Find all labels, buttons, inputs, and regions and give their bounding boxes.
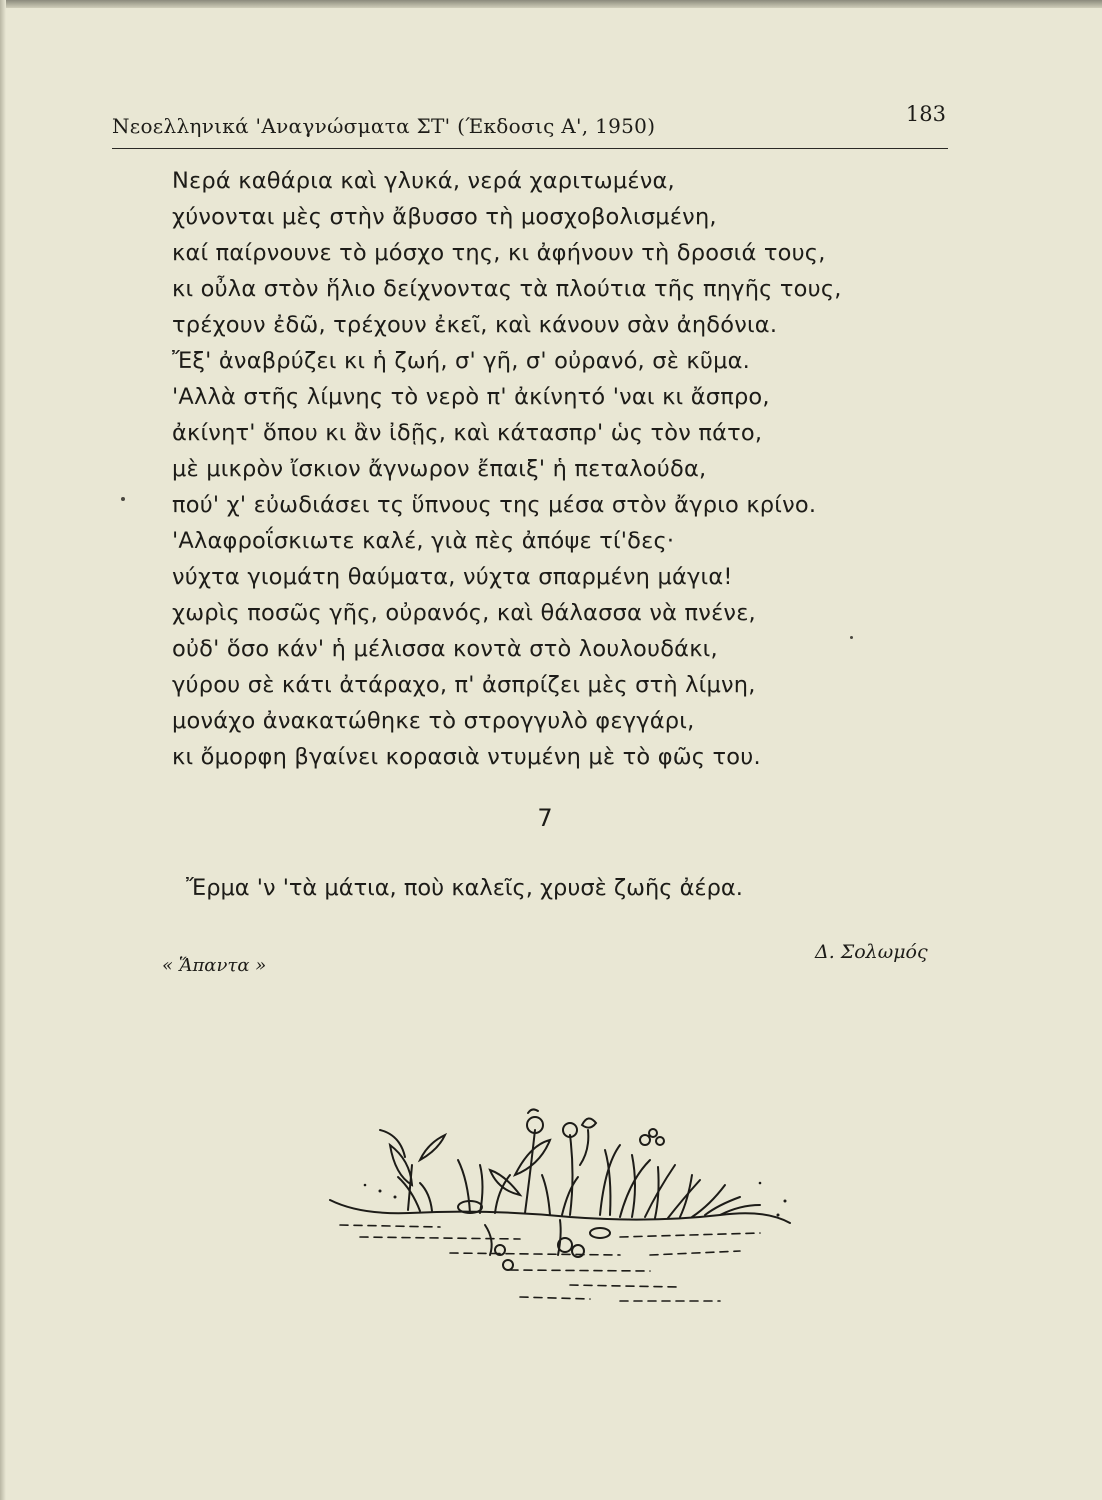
poem-line: πού' χ' εὐωδιάσει τς ὕπνους της μέσα στὸν ἄγριο κρίνο. (172, 492, 817, 518)
poem-line: καί παίρνουνε τὸ μόσχο της, κι ἀφήνουν τὴ δροσιά τους, (172, 240, 826, 266)
poem-line: χύνονται μὲς στὴν ἄβυσσο τὴ μοσχοβολισμένη, (172, 204, 717, 230)
source-citation: « Ἅπαντα » (162, 955, 267, 976)
poem-line: 'Αλαφροΐσκιωτε καλέ, γιὰ πὲς ἀπόψε τί'δες· (172, 528, 675, 554)
ink-speck (121, 497, 125, 501)
ink-speck (850, 636, 853, 639)
author-signature: Δ. Σολωμός (815, 941, 928, 963)
running-head (112, 102, 948, 149)
poem-line: οὐδ' ὅσο κάν' ἡ μέλισσα κοντὰ στὸ λουλουδάκι, (172, 636, 718, 662)
section-number: 7 (537, 804, 553, 832)
poem-line: μὲ μικρὸν ἴσκιον ἄγνωρον ἔπαιξ' ἡ πεταλούδα, (172, 456, 707, 482)
poem-line: μονάχο ἀνακατώθηκε τὸ στρογγυλὸ φεγγάρι, (172, 708, 695, 734)
poem-line: νύχτα γιομάτη θαύματα, νύχτα σπαρμένη μάγια! (172, 564, 733, 590)
poem-line: χωρὶς ποσῶς γῆς, οὐρανός, καὶ θάλασσα νὰ πνένε, (172, 600, 756, 626)
section-verse: Ἔρμα 'ν 'τὰ μάτια, ποὺ καλεῖς, χρυσὲ ζωῆς ἀέρα. (186, 875, 743, 901)
poem-line: κι οὖλα στὸν ἥλιο δείχνοντας τὰ πλούτια τῆς πηγῆς τους, (172, 276, 842, 302)
poem-line: Νερά καθάρια καὶ γλυκά, νερά χαριτωμένα, (172, 168, 675, 194)
poem-text (172, 163, 892, 775)
running-head-title: Νεοελληνικά 'Αναγνώσματα ΣΤ' (Έκδοσις Α', 1950) (112, 114, 656, 138)
poem-line: γύρου σὲ κάτι ἀτάραχο, π' ἀσπρίζει μὲς στὴ λίμνη, (172, 672, 756, 698)
poem-line: κι ὄμορφη βγαίνει κορασιὰ ντυμένη μὲ τὸ φῶς του. (172, 744, 761, 770)
page-top-edge (0, 0, 1102, 8)
poem-line: τρέχουν ἐδῶ, τρέχουν ἐκεῖ, καὶ κάνουν σὰν ἀηδόνια. (172, 312, 778, 338)
poem-line: ἀκίνητ' ὅπου κι ἂν ἰδῇς, καὶ κάτασπρ' ὡς τὸν πάτο, (172, 420, 763, 446)
page-number: 183 (905, 102, 946, 126)
poem-line: Ἔξ' ἀναβρύζει κι ἡ ζωή, σ' γῆ, σ' οὐρανό, σὲ κῦμα. (172, 348, 751, 374)
poem-line: 'Αλλὰ στῆς λίμνης τὸ νερὸ π' ἀκίνητό 'ναι κι ἄσπρο, (172, 384, 770, 410)
page-binding-edge (0, 0, 6, 1500)
flowers-and-grass-illustration (320, 1105, 800, 1345)
